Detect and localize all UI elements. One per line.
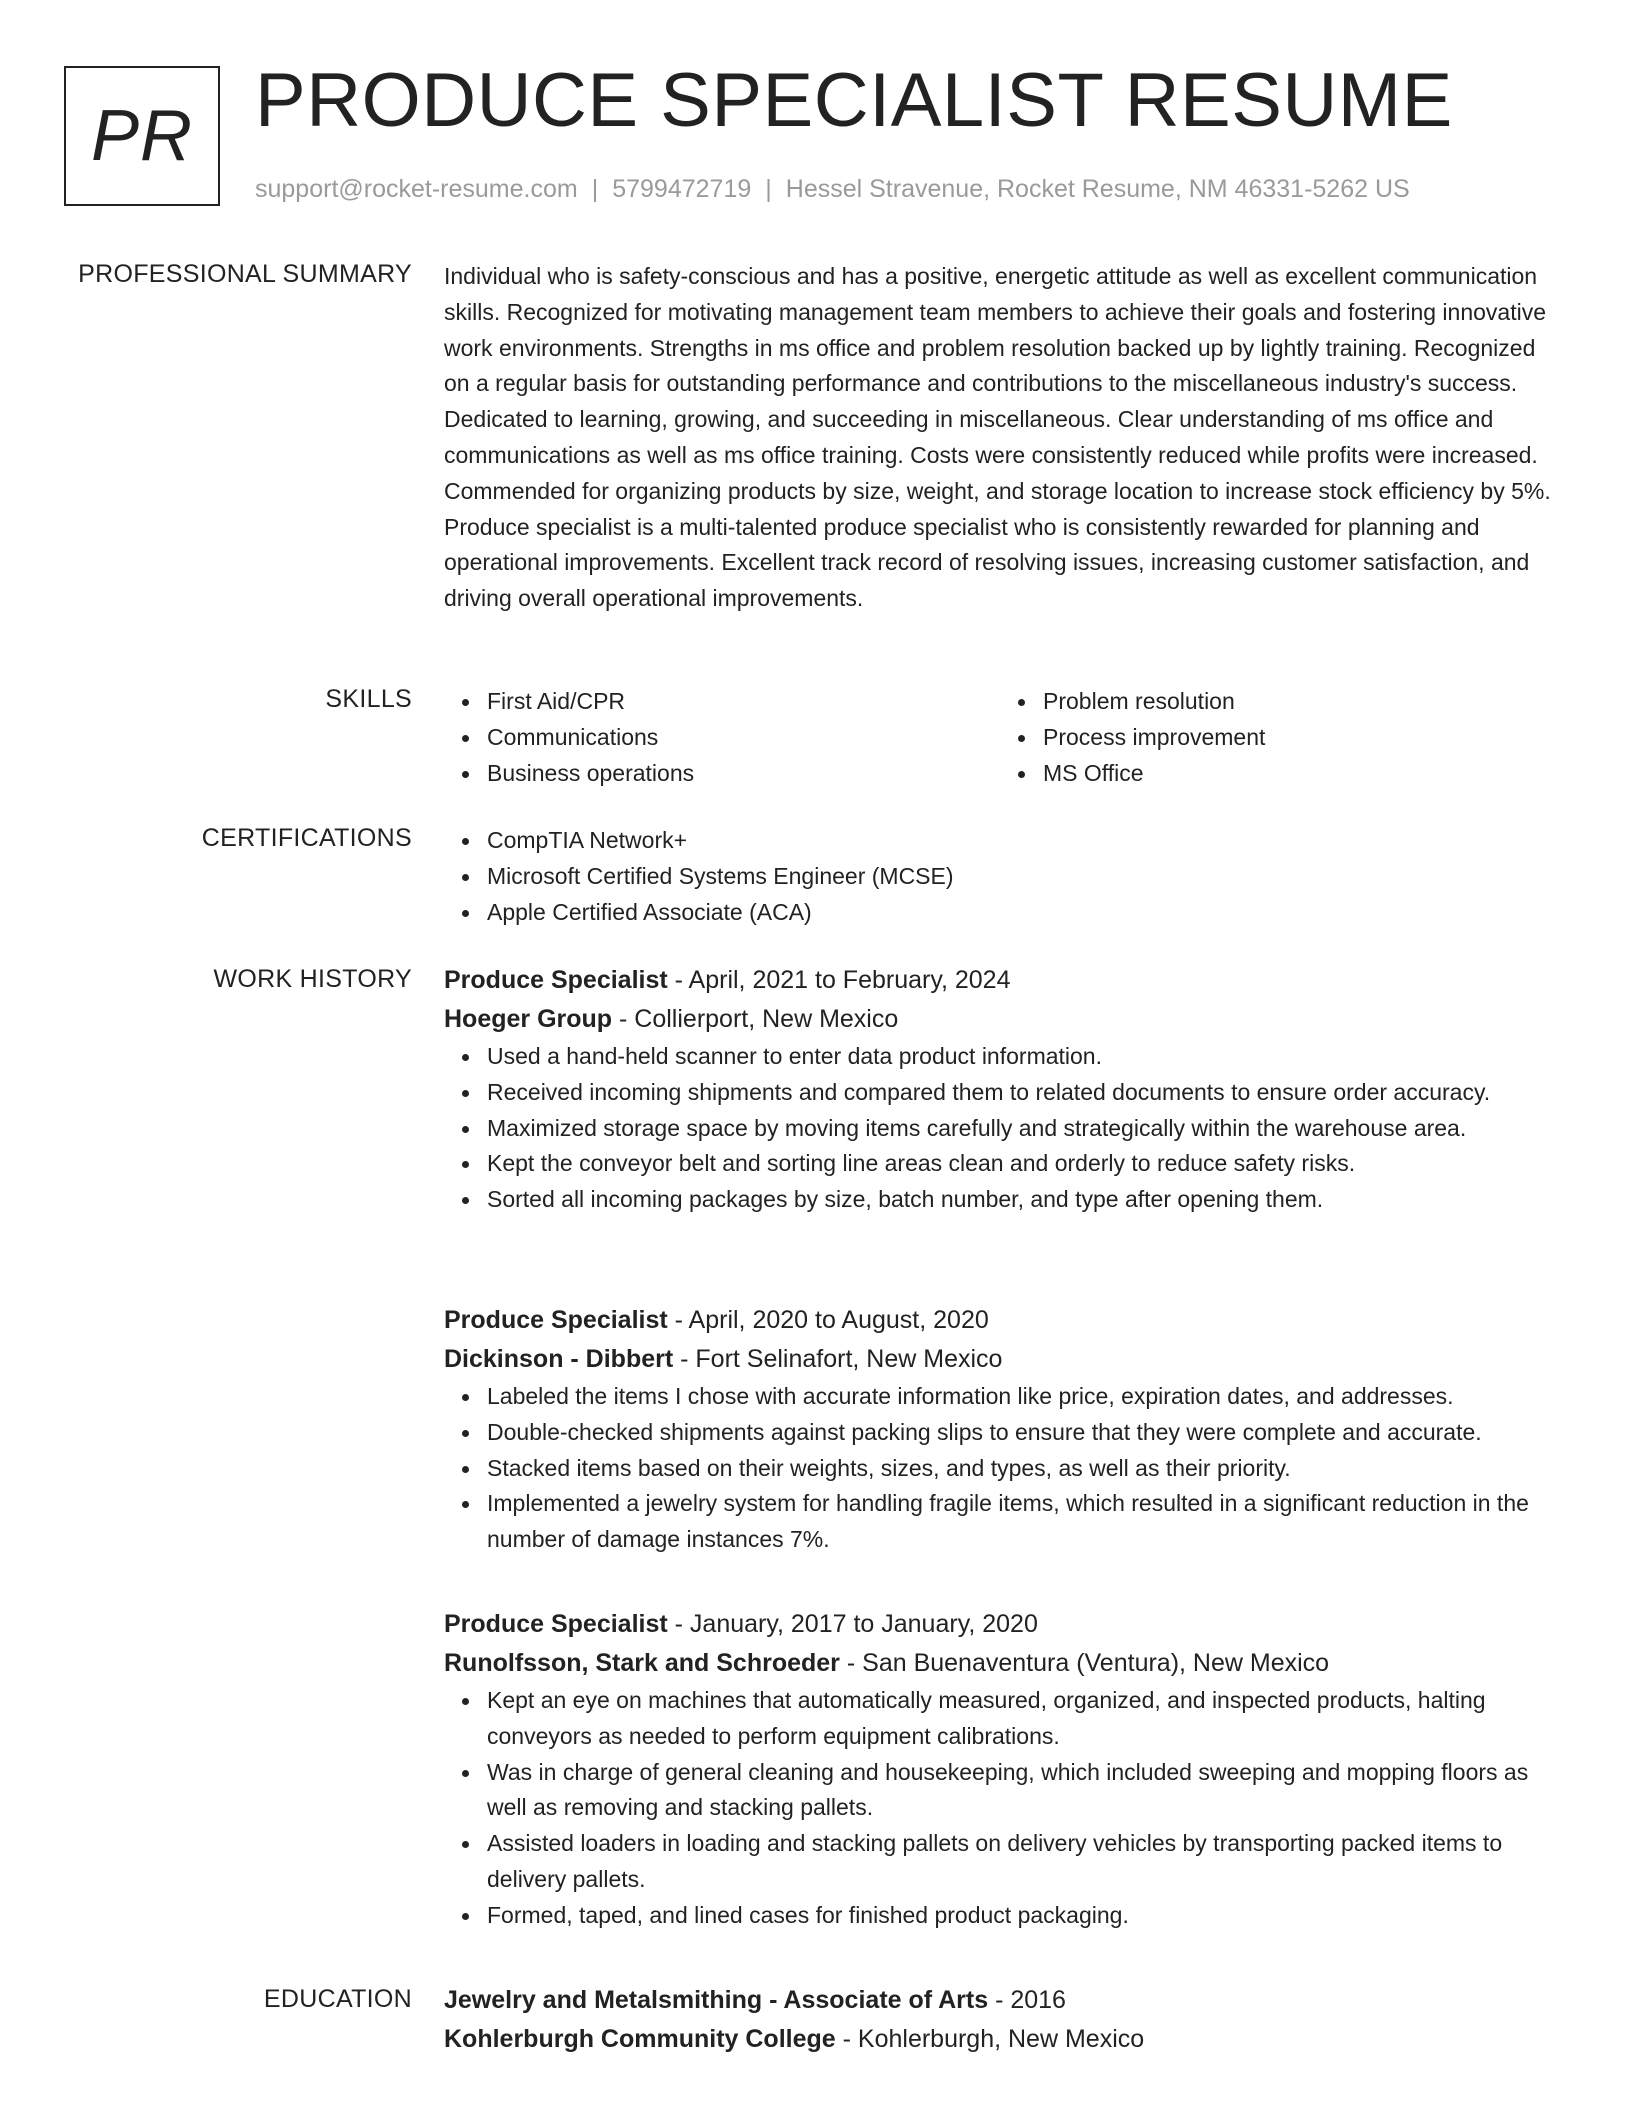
section-label-work-history: WORK HISTORY: [213, 965, 412, 993]
job-title-line: [444, 1301, 1556, 1340]
education-location: - Kohlerburgh, New Mexico: [835, 2025, 1145, 2053]
skills-body: [444, 684, 1556, 791]
contact-separator: |: [765, 175, 772, 203]
skills-column-2: [1000, 684, 1556, 791]
job-location: - Fort Selinafort, New Mexico: [673, 1345, 1003, 1373]
section-label-summary: PROFESSIONAL SUMMARY: [78, 260, 412, 288]
job-company: Runolfsson, Stark and Schroeder: [444, 1649, 840, 1677]
education-school-line: [444, 2020, 1556, 2059]
contact-address: Hessel Stravenue, Rocket Resume, NM 46331-5262 US: [785, 175, 1410, 203]
job-duty: Assisted loaders in loading and stacking pallets on delivery vehicles by transporting packed items to delivery pallets.: [487, 1826, 1556, 1898]
education-year: - 2016: [988, 1986, 1066, 2014]
education-school: Kohlerburgh Community College: [444, 2025, 836, 2053]
certifications-list: [444, 823, 1556, 930]
job-company-line: [444, 1000, 1556, 1039]
job-entry: [444, 961, 1556, 1218]
job-duty: Maximized storage space by moving items carefully and strategically within the warehouse area.: [487, 1111, 1556, 1147]
contact-phone: 5799472719: [612, 175, 752, 203]
job-company-line: [444, 1644, 1556, 1683]
job-duty: Received incoming shipments and compared them to related documents to ensure order accuracy.: [487, 1075, 1556, 1111]
skill-item: Business operations: [487, 756, 1000, 792]
education-degree-line: [444, 1981, 1556, 2020]
contact-separator: |: [591, 175, 599, 203]
job-location: - San Buenaventura (Ventura), New Mexico: [839, 1649, 1330, 1677]
job-title: Produce Specialist: [444, 1610, 668, 1638]
certifications-body: [444, 823, 1556, 930]
resume-title: PRODUCE SPECIALIST RESUME: [255, 58, 1453, 143]
job-dates: - January, 2017 to January, 2020: [667, 1610, 1038, 1638]
job-duties-list: [444, 1039, 1556, 1218]
skills-grid: [444, 684, 1556, 791]
job-duties-list: [444, 1379, 1556, 1558]
job-duty: Sorted all incoming packages by size, batch number, and type after opening them.: [487, 1182, 1556, 1218]
job-entry: [444, 1301, 1556, 1558]
skill-item: MS Office: [1043, 756, 1556, 792]
job-title-line: [444, 961, 1556, 1000]
job-duty: Implemented a jewelry system for handling fragile items, which resulted in a significant reduction in the number of damage instances 7%.: [487, 1486, 1556, 1558]
job-location: - Collierport, New Mexico: [612, 1005, 899, 1033]
section-label-skills: SKILLS: [325, 685, 412, 713]
job-company-line: [444, 1340, 1556, 1379]
job-entry: [444, 1605, 1556, 1934]
contact-email: support@rocket-resume.com: [255, 175, 578, 203]
job-duty: Formed, taped, and lined cases for finished product packaging.: [487, 1898, 1556, 1934]
skill-item: First Aid/CPR: [487, 684, 1000, 720]
monogram-logo: PR: [64, 66, 220, 206]
job-title: Produce Specialist: [444, 966, 668, 994]
job-duty: Kept the conveyor belt and sorting line areas clean and orderly to reduce safety risks.: [487, 1146, 1556, 1182]
job-duty: Was in charge of general cleaning and housekeeping, which included sweeping and mopping floors as well as removing and stacking pallets.: [487, 1755, 1556, 1827]
job-dates: - April, 2021 to February, 2024: [667, 966, 1011, 994]
job-duty: Used a hand-held scanner to enter data product information.: [487, 1039, 1556, 1075]
section-label-education: EDUCATION: [263, 1985, 412, 2013]
job-dates: - April, 2020 to August, 2020: [667, 1306, 989, 1334]
job-company: Dickinson - Dibbert: [444, 1345, 674, 1373]
job-title-line: [444, 1605, 1556, 1644]
summary-text: Individual who is safety-conscious and has a positive, energetic attitude as well as excellent communication skills. Recognized for motivating management team members to achieve their goals and fostering innovative work environments. Strengths in ms office and problem resolution backed up by lightly training. Recognized on a regular basis for outstanding performance and contributions to the miscellaneous industry's success. Dedicated to learning, growing, and succeeding in miscellaneous. Clear understanding of ms office and communications as well as ms office training. Costs were consistently reduced while profits were increased. Commended for organizing products by size, weight, and storage location to increase stock efficiency by 5%. Produce specialist is a multi-talented produce specialist who is consistently rewarded for planning and operational improvements. Excellent track record of resolving issues, increasing customer satisfaction, and driving overall operational improvements.: [444, 263, 1551, 612]
job-company: Hoeger Group: [444, 1005, 613, 1033]
section-label-certifications: CERTIFICATIONS: [201, 824, 412, 852]
job-duty: Stacked items based on their weights, sizes, and types, as well as their priority.: [487, 1451, 1556, 1487]
job-duty: Kept an eye on machines that automatically measured, organized, and inspected products, halting conveyors as needed to perform equipment calibrations.: [487, 1683, 1556, 1755]
contact-line: [255, 174, 1410, 204]
certification-item: Microsoft Certified Systems Engineer (MCSE): [487, 859, 1556, 895]
certification-item: CompTIA Network+: [487, 823, 1556, 859]
job-duty: Double-checked shipments against packing slips to ensure that they were complete and accurate.: [487, 1415, 1556, 1451]
skill-item: Problem resolution: [1043, 684, 1556, 720]
job-duty: Labeled the items I chose with accurate information like price, expiration dates, and addresses.: [487, 1379, 1556, 1415]
skill-item: Communications: [487, 720, 1000, 756]
skill-item: Process improvement: [1043, 720, 1556, 756]
certification-item: Apple Certified Associate (ACA): [487, 895, 1556, 931]
skills-column-1: [444, 684, 1000, 791]
education-degree: Jewelry and Metalsmithing - Associate of Arts: [444, 1986, 989, 2014]
education-entry: [444, 1981, 1556, 2059]
job-duties-list: [444, 1683, 1556, 1934]
job-title: Produce Specialist: [444, 1306, 668, 1334]
